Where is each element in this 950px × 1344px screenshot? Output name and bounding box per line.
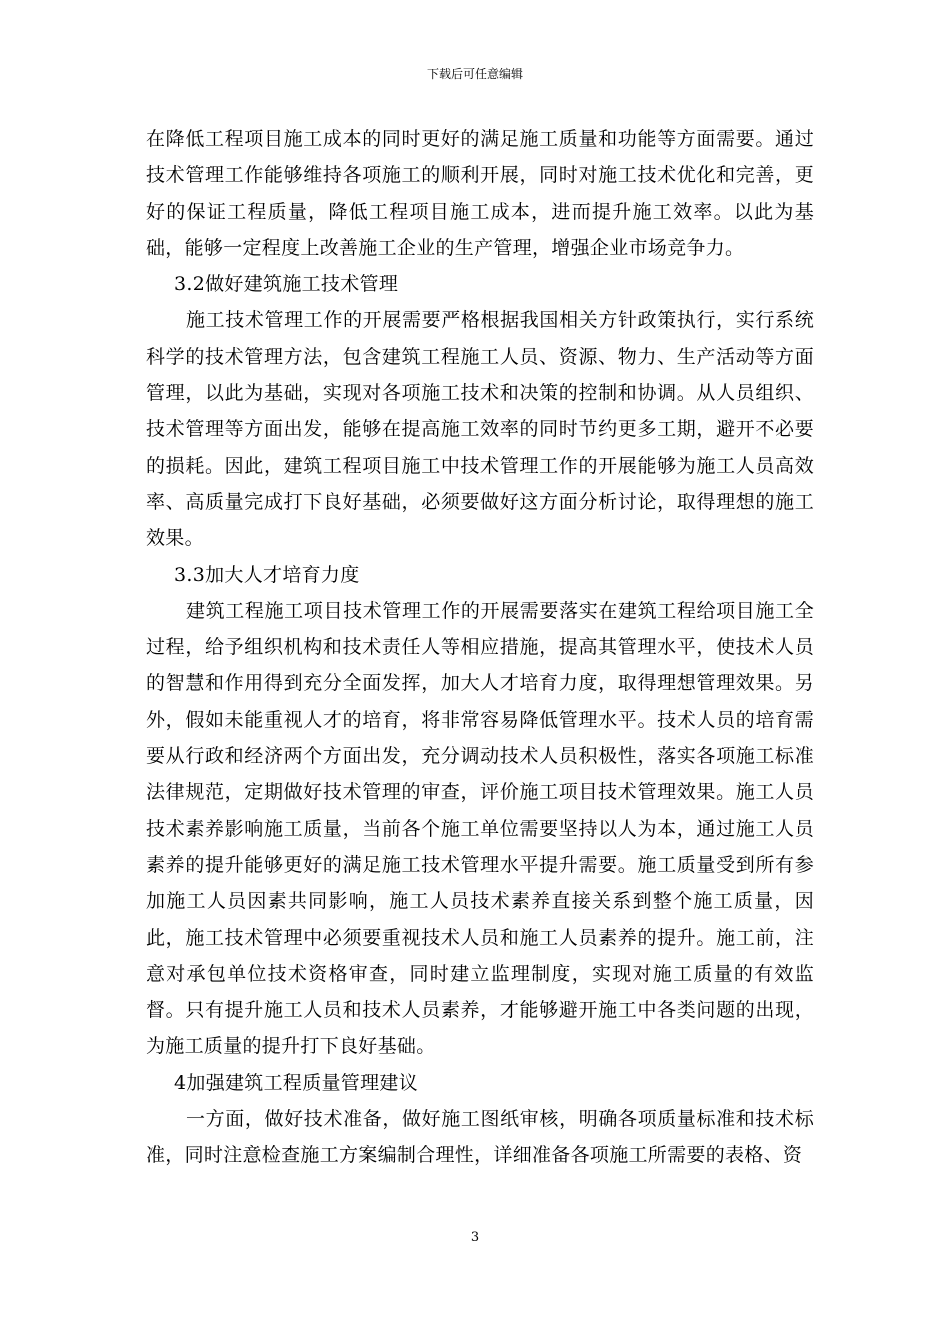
paragraph-technical-management: 施工技术管理工作的开展需要严格根据我国相关方针政策执行，实行系统科学的技术管理方法，包含建筑工程施工人员、资源、物力、生产活动等方面管理，以此为基础，实现对各项施工技术和决策的控制和协调。从人员组织、技术管理等方面出发，能够在提高施工效率的同时节约更多工期，避开不必要的损耗。因此，建筑工程项目施工中技术管理工作的开展能够为施工人员高效率、高质量完成打下良好基础，必须要做好这方面分析讨论，取得理想的施工效果。 (146, 309, 814, 550)
section-heading-3-3: 3.3加大人才培育力度 (174, 563, 360, 586)
page-header: 下载后可任意编辑 (426, 67, 523, 81)
section-heading-4: 4加强建筑工程质量管理建议 (174, 1071, 418, 1094)
paragraph-talent-training: 建筑工程施工项目技术管理工作的开展需要落实在建筑工程给项目施工全过程，给予组织机构和技术责任人等相应措施，提高其管理水平，使技术人员的智慧和作用得到充分全面发挥，加大人才培育力度，取得理想管理效果。另外，假如未能重视人才的培育，将非常容易降低管理水平。技术人员的培育需要从行政和经济两个方面出发，充分调动技术人员积极性，落实各项施工标准法律规范，定期做好技术管理的审查，评价施工项目技术管理效果。施工人员技术素养影响施工质量，当前各个施工单位需要坚持以人为本，通过施工人员素养的提升能够更好的满足施工技术管理水平提升需要。施工质量受到所有参加施工人员因素共同影响，施工人员技术素养直接关系到整个施工质量，因此，施工技术管理中必须要重视技术人员和施工人员素养的提升。施工前，注意对承包单位技术资格审查，同时建立监理制度，实现对施工质量的有效监督。只有提升施工人员和技术人员素养，才能够避开施工中各类问题的出现，为施工质量的提升打下良好基础。 (146, 599, 814, 1058)
document-body (146, 121, 814, 1174)
section-heading-3-2: 3.2做好建筑施工技术管理 (174, 273, 399, 296)
page-number: 3 (470, 1230, 480, 1245)
paragraph-quality-suggestions: 一方面，做好技术准备，做好施工图纸审核，明确各项质量标准和技术标准，同时注意检查施工方案编制合理性，详细准备各项施工所需要的表格、资 (146, 1108, 814, 1167)
paragraph-continued: 在降低工程项目施工成本的同时更好的满足施工质量和功能等方面需要。通过技术管理工作能够维持各项施工的顺利开展，同时对施工技术优化和完善，更好的保证工程质量，降低工程项目施工成本，进而提升施工效率。以此为基础，能够一定程度上改善施工企业的生产管理，增强企业市场竞争力。 (146, 128, 814, 259)
